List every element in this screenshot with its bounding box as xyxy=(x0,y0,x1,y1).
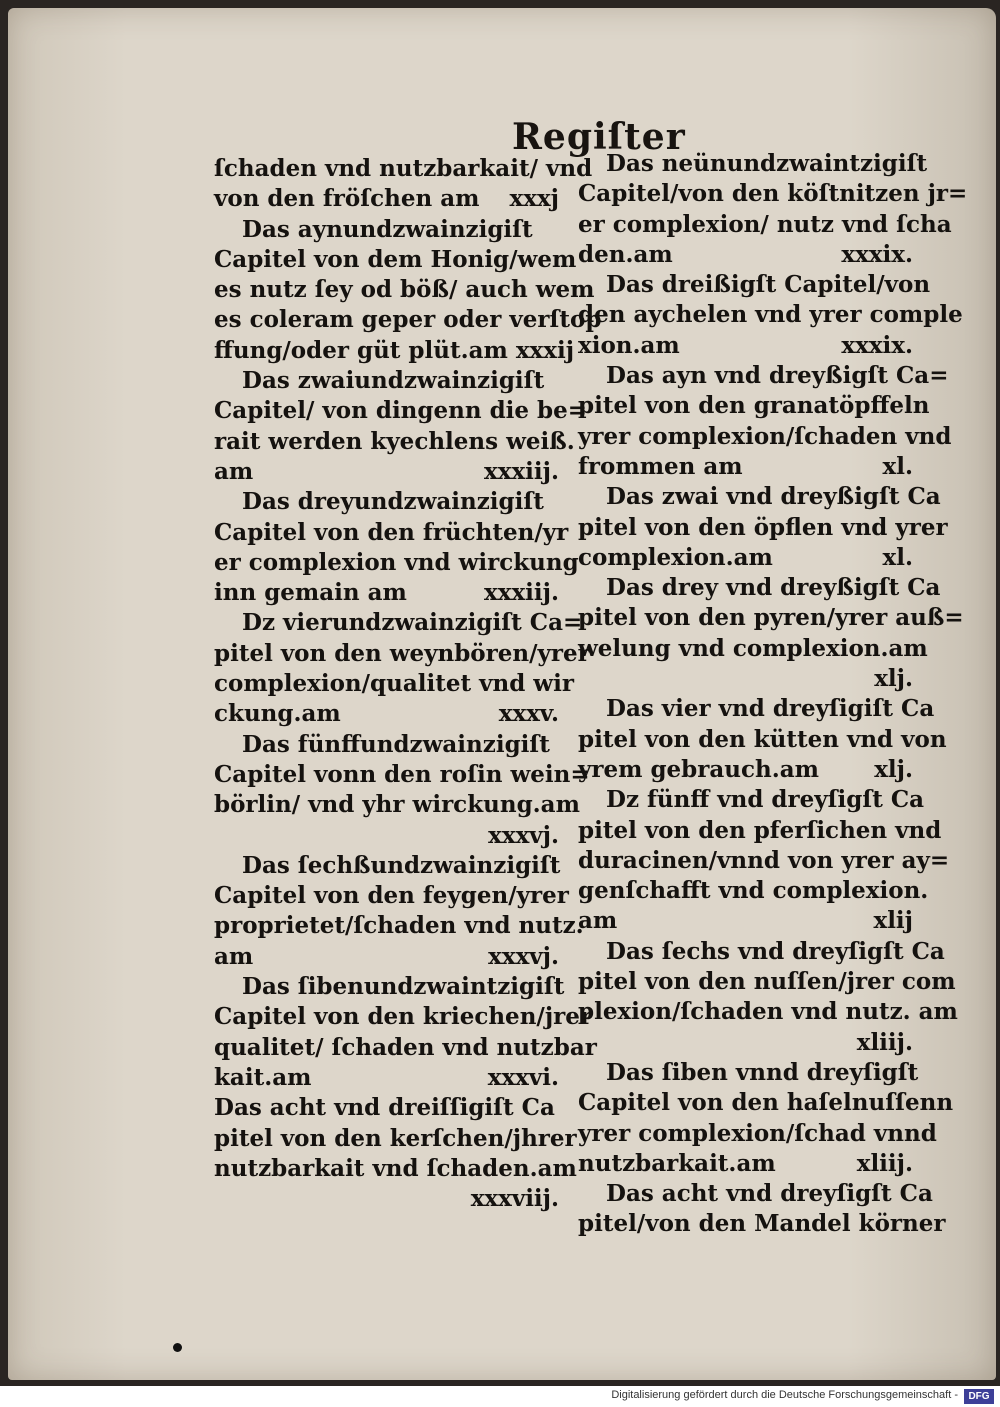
folio-number: xl. xyxy=(882,452,913,480)
funding-notice: Digitalisierung gefördert durch die Deutsche Forschungsgemeinschaft - xyxy=(611,1389,958,1401)
register-line: pitel von den kütten vnd von xyxy=(578,725,947,753)
register-line: proprietet/ſchaden vnd nutz. xyxy=(214,912,584,940)
folio-number: xxxvj. xyxy=(488,942,559,970)
register-line: Das ayn vnd dreyßigſt Ca= xyxy=(606,362,949,390)
register-line: welung vnd complexion.am xyxy=(578,634,928,662)
register-line: Das zwaiundzwainzigiſt xyxy=(242,367,545,395)
register-line: complexion/qualitet vnd wir xyxy=(214,670,574,698)
register-line: Das acht vnd dreyſigſt Ca xyxy=(606,1180,933,1208)
register-line: er complexion vnd wirckung xyxy=(214,548,579,576)
register-line: yrer complexion/ſchaden vnd xyxy=(578,422,952,450)
register-line: ffung/oder güt plüt.am xxxij xyxy=(214,336,575,364)
register-line: Capitel von den früchten/yr xyxy=(214,518,569,546)
register-line: es coleram geper oder verſtop xyxy=(214,306,602,334)
entry-text: yrem gebrauch.am xyxy=(578,755,819,783)
folio-number: xl. xyxy=(882,543,913,571)
folio-number: xlij xyxy=(873,907,913,935)
register-line: nutzbarkait vnd ſchaden.am xyxy=(214,1154,577,1182)
register-line: den aychelen vnd yrer comple xyxy=(578,301,963,329)
entry-text: frommen am xyxy=(578,452,743,480)
book-page xyxy=(8,8,996,1380)
register-line: pitel von den öpflen vnd yrer xyxy=(578,513,948,541)
register-line: genſchafft vnd complexion. xyxy=(578,877,929,905)
entry-text: ckung.am xyxy=(214,700,341,728)
folio-number: xxxvi. xyxy=(487,1063,559,1091)
register-line xyxy=(214,457,559,487)
folio-number: xxxviij. xyxy=(470,1185,559,1213)
register-line xyxy=(578,331,913,361)
register-line xyxy=(578,1149,913,1179)
register-line xyxy=(578,755,913,785)
entry-text: am xyxy=(214,942,254,970)
register-line: Das ſibenundzwaintzigiſt xyxy=(242,973,565,1001)
register-line: Capitel von den haſelnuſſenn xyxy=(578,1089,954,1117)
register-line xyxy=(578,452,913,482)
register-line xyxy=(214,699,559,729)
page-heading: Regiſter xyxy=(512,116,686,158)
folio-number: xxxv. xyxy=(498,700,559,728)
entry-text: inn gemain am xyxy=(214,579,407,607)
register-line: plexion/ſchaden vnd nutz. am xyxy=(578,998,958,1026)
register-line xyxy=(214,184,559,214)
entry-text: complexion.am xyxy=(578,543,773,571)
register-line: pitel von den nuſſen/jrer com xyxy=(578,968,956,996)
register-line: Das dreyundzwainzigiſt xyxy=(242,488,544,516)
folio-number: xxxiij. xyxy=(484,579,559,607)
register-line: pitel von den pferſichen vnd xyxy=(578,816,942,844)
register-line: Capitel von den feygen/yrer xyxy=(214,882,569,910)
entry-text: von den fröſchen am xyxy=(214,185,480,213)
register-line: rait werden kyechlens weiß. xyxy=(214,427,575,455)
register-line: Das acht vnd dreiſſigiſt Ca xyxy=(214,1094,555,1122)
folio-number: xxxix. xyxy=(841,331,913,359)
register-line: Capitel von dem Honig/wem xyxy=(214,245,577,273)
register-line: Capitel/von den köſtnitzen jr= xyxy=(578,180,968,208)
footer-bar xyxy=(0,1386,1000,1407)
entry-text: den.am xyxy=(578,240,673,268)
right-column xyxy=(578,149,968,1240)
register-line: Capitel von den kriechen/jrer xyxy=(214,1003,593,1031)
register-line: duracinen/vnnd von yrer ay= xyxy=(578,846,950,874)
entry-text: nutzbarkait.am xyxy=(578,1149,776,1177)
register-line: es nutz ſey od böß/ auch wem xyxy=(214,276,595,304)
register-line xyxy=(214,578,559,608)
register-line: Das ſiben vnnd dreyſigſt xyxy=(606,1058,919,1086)
folio-number: xlj. xyxy=(874,665,913,693)
register-line: er complexion/ nutz vnd ſcha xyxy=(578,210,952,238)
entry-text: am xyxy=(214,457,254,485)
register-line: Das fünffundzwainzigiſt xyxy=(242,730,550,758)
register-line: Dz fünff vnd dreyſigſt Ca xyxy=(606,786,925,814)
register-line: pitel von den pyren/yrer auß= xyxy=(578,604,964,632)
folio-number: xlj. xyxy=(874,755,913,783)
register-line: ſchaden vnd nutzbarkait/ vnd xyxy=(214,155,593,182)
folio-number: xxxix. xyxy=(841,240,913,268)
register-line xyxy=(578,240,913,270)
register-line xyxy=(578,543,913,573)
register-line xyxy=(578,906,913,936)
folio-number: xxxiij. xyxy=(484,457,559,485)
folio-number: xliij. xyxy=(856,1149,913,1177)
left-column xyxy=(214,154,602,1214)
ink-dot xyxy=(173,1343,182,1352)
register-line: yrer complexion/ſchad vnnd xyxy=(578,1119,937,1147)
register-line: Das ſechßundzwainzigiſt xyxy=(242,851,561,879)
dfg-logo-icon: DFG xyxy=(964,1389,994,1404)
register-line: pitel von den granatöpffeln xyxy=(578,392,930,420)
register-line: Das aynundzwainzigiſt xyxy=(242,215,533,243)
entry-text: xion.am xyxy=(578,331,680,359)
register-line: Das drey vnd dreyßigſt Ca xyxy=(606,574,941,602)
register-line: Capitel vonn den roſin wein= xyxy=(214,760,590,788)
register-line: pitel von den weynbören/yrer xyxy=(214,639,590,667)
register-line: pitel/von den Mandel körner xyxy=(578,1210,946,1238)
register-line xyxy=(214,942,559,972)
entry-text: kait.am xyxy=(214,1063,312,1091)
folio-number: xliij. xyxy=(856,1028,913,1056)
register-line: Das neünundzwaintzigiſt xyxy=(606,150,928,177)
register-line: Capitel/ von dingenn die be= xyxy=(214,397,588,425)
register-line xyxy=(214,1063,559,1093)
register-line: Das ſechs vnd dreyſigſt Ca xyxy=(606,937,945,965)
register-line: börlin/ vnd yhr wirckung.am xyxy=(214,791,580,819)
register-line: Dz vierundzwainzigiſt Ca= xyxy=(242,609,583,637)
folio-number: xxxj xyxy=(509,185,559,213)
register-line: Das vier vnd dreyſigiſt Ca xyxy=(606,695,935,723)
register-line: qualitet/ ſchaden vnd nutzbar xyxy=(214,1033,597,1061)
register-line: Das zwai vnd dreyßigſt Ca xyxy=(606,483,941,511)
entry-text: am xyxy=(578,907,618,935)
folio-number: xxxvj. xyxy=(488,821,559,849)
register-line: pitel von den kerſchen/jhrer xyxy=(214,1124,577,1152)
register-line: Das dreißigſt Capitel/von xyxy=(606,271,931,299)
